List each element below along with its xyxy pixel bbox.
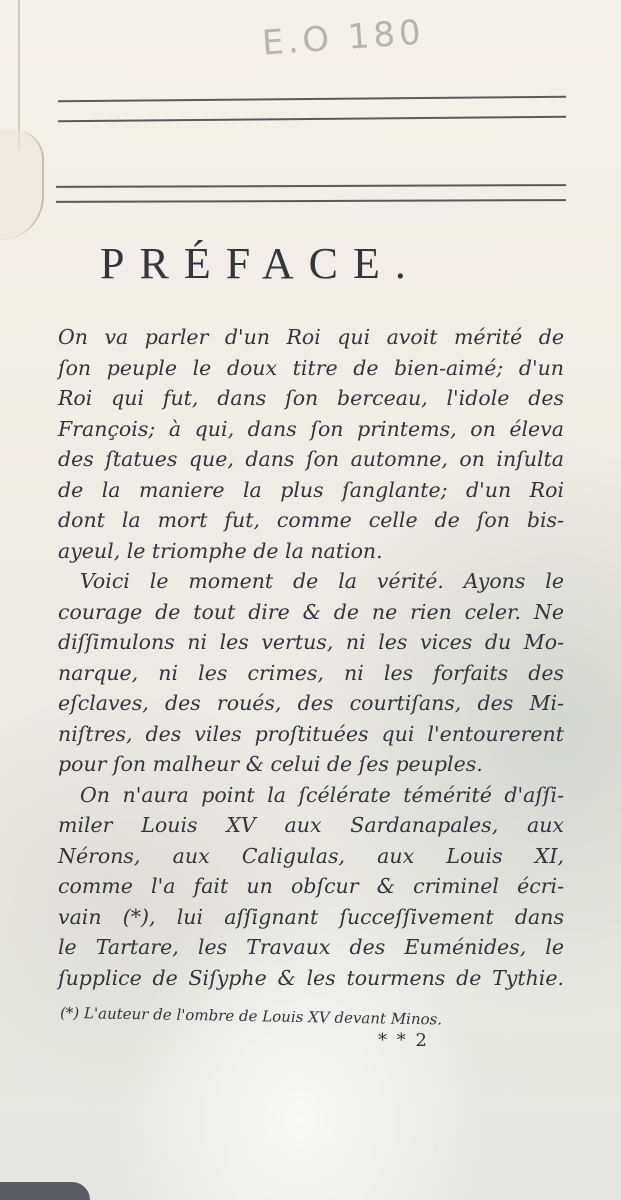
text-line: de la maniere la plus ſanglante; d'un Roi xyxy=(58,477,564,502)
paragraph-1 xyxy=(58,322,564,566)
text-line: des ſtatues que, dans ſon automne, on inſulta xyxy=(58,447,564,471)
text-line: Roi qui fut, dans ſon berceau, l'idole des xyxy=(58,386,564,410)
paragraph-2 xyxy=(58,566,564,780)
text-line: ſon peuple le doux titre de bien-aimé; d'un xyxy=(58,355,564,380)
text-line: François; à qui, dans ſon printems, on éleva xyxy=(58,416,564,441)
top-rule-1 xyxy=(58,96,566,102)
text-line: On n'aura point la ſcélérate témérité d'aſſi- xyxy=(80,782,564,807)
handwritten-shelfmark: E.O 180 xyxy=(260,12,426,64)
text-line: Voici le moment de la vérité. Ayons le xyxy=(80,569,564,593)
paragraph-3 xyxy=(58,780,564,994)
signature-mark: * * 2 xyxy=(378,1030,429,1051)
text-line: miler Louis XV aux Sardanapales, aux xyxy=(58,813,564,837)
text-line: Nérons, aux Caligulas, aux Louis XI, xyxy=(58,843,564,868)
text-line: eſclaves, des roués, des courtiſans, des Mi- xyxy=(58,691,564,715)
text-line: pour ſon malheur & celui de ſes peuples. xyxy=(58,752,483,776)
text-line: vain (*), lui aſſignant ſucceſſivement dans xyxy=(58,904,564,929)
preface-body xyxy=(58,322,564,993)
text-line: dont la mort fut, comme celle de ſon bis- xyxy=(58,508,564,532)
text-line: niſtres, des viles proſtituées qui l'entourerent xyxy=(58,721,564,746)
page-fold xyxy=(18,0,20,150)
page-title: PRÉFACE. xyxy=(100,239,421,288)
torn-paper-edge xyxy=(0,130,44,240)
page-shadow-corner xyxy=(0,1182,90,1200)
top-rule-2 xyxy=(58,116,566,122)
text-line: diſſimulons ni les vertus, ni les vices du Mo- xyxy=(58,630,564,654)
footnote: (*) L'auteur de l'ombre de Louis XV devant Minos. xyxy=(59,1003,443,1029)
top-rule-4 xyxy=(56,199,566,203)
text-line: On va parler d'un Roi qui avoit mérité de xyxy=(58,325,564,349)
text-line: le Tartare, les Travaux des Euménides, le xyxy=(58,935,564,959)
text-line: courage de tout dire & de ne rien celer. Ne xyxy=(58,599,564,624)
top-rule-3 xyxy=(56,184,566,188)
text-line: ayeul, le triomphe de la nation. xyxy=(58,538,383,563)
text-line: comme l'a fait un obſcur & criminel écri- xyxy=(58,874,564,898)
text-line: narque, ni les crimes, ni les forfaits des xyxy=(58,660,564,685)
text-line: ſupplice de Siſyphe & les tourmens de Tythie. xyxy=(58,965,564,990)
